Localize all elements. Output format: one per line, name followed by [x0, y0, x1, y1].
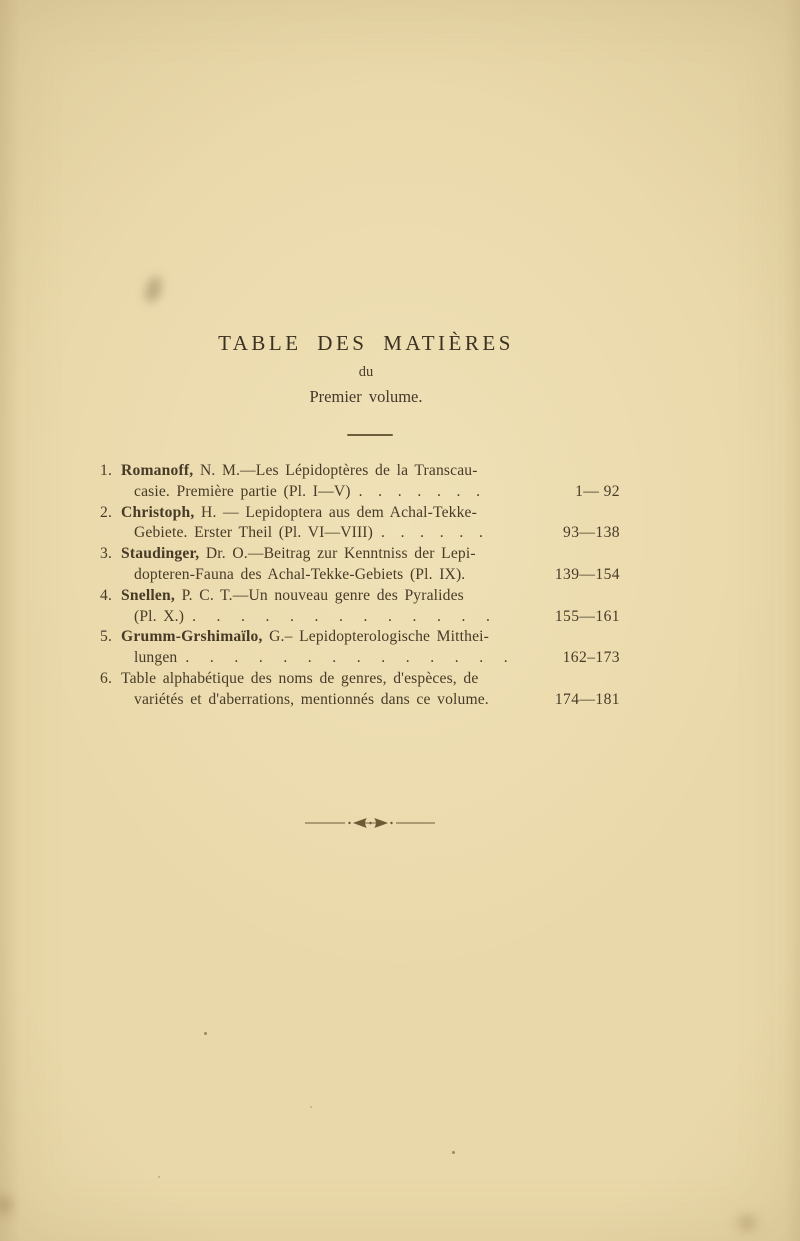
leader-dots: . . . . . . . . . . . . .: [192, 607, 491, 625]
leader-dots: . . . . . . . . . . . . . .: [185, 649, 509, 667]
entry-number: 4.: [100, 586, 112, 604]
entry-pages: 93—138: [563, 524, 620, 542]
entry-title-line1: H. — Lepidoptera aus dem Achal-Tekke-: [194, 503, 477, 521]
entry-line1: [100, 627, 620, 648]
leader-dots: . . . . . .: [380, 524, 484, 542]
entry-title-line2: lungen: [134, 649, 178, 667]
entry-pages: 139—154: [554, 565, 620, 583]
entry-title-line1: G.– Lepidopterologische Mitthei-: [262, 628, 489, 646]
entry-author: Christoph,: [121, 503, 195, 521]
toc-entry: [100, 461, 620, 503]
volume-line: Premier volume.: [309, 387, 423, 406]
toc-entry: [100, 627, 620, 669]
toc-entry: [100, 669, 620, 711]
entry-number: 3.: [100, 545, 112, 563]
toc-entry: [100, 503, 620, 545]
entry-line2: [100, 690, 620, 711]
entry-title-line2: casie. Première partie (Pl. I—V): [134, 482, 351, 500]
entry-author: Romanoff,: [121, 462, 194, 479]
entry-line2: [100, 482, 620, 503]
paper-stain: [738, 1216, 756, 1230]
entry-line1: [100, 669, 620, 690]
toc-entry: [100, 544, 620, 586]
entry-pages: 155—161: [554, 607, 620, 625]
page-subtitle: du: [358, 364, 374, 380]
entry-number: 1.: [100, 462, 112, 479]
entry-number: 5.: [100, 628, 112, 646]
entry-pages: 174—181: [554, 690, 620, 708]
fleuron-divider: [304, 816, 436, 830]
entry-pages: 1— 92: [575, 482, 620, 500]
leader-dots: . . . . . . .: [358, 482, 482, 500]
entry-number: 2.: [100, 503, 112, 521]
entry-title-line1: Dr. O.—Beitrag zur Kenntniss der Lepi-: [199, 545, 476, 563]
entry-title-line1: Table alphabétique des noms de genres, d'espèces, de: [121, 669, 479, 687]
entry-line2: [100, 523, 620, 544]
page-title: TABLE DES MATIÈRES: [218, 331, 514, 355]
entry-line2: [100, 607, 620, 628]
toc-list: [100, 461, 620, 711]
entry-title-line2: dopteren-Fauna des Achal-Tekke-Gebiets (Pl. IX).: [134, 565, 466, 583]
entry-line1: [100, 461, 620, 482]
entry-title-line1: N. M.—Les Lépidoptères de la Transcau-: [193, 462, 478, 479]
paper-speck: [452, 1151, 455, 1154]
paper-speck: [158, 1176, 160, 1178]
entry-author: Staudinger,: [121, 545, 200, 563]
paper-speck: [204, 1032, 207, 1035]
header-rule: [347, 434, 393, 436]
toc-entry: [100, 586, 620, 628]
entry-pages: 162–173: [562, 649, 620, 667]
entry-title-line2: (Pl. X.): [134, 607, 185, 625]
entry-line1: [100, 503, 620, 524]
entry-line2: [100, 565, 620, 586]
entry-line2: [100, 648, 620, 669]
paper-speck: [310, 1106, 312, 1108]
entry-title-line2: variétés et d'aberrations, mentionnés dans ce volume.: [134, 690, 489, 708]
entry-line1: [100, 544, 620, 565]
entry-title-line2: Gebiete. Erster Theil (Pl. VI—VIII): [134, 524, 373, 542]
entry-title-line1: P. C. T.—Un nouveau genre des Pyralides: [175, 586, 464, 604]
entry-author: Grumm-Grshimaïlo,: [121, 628, 263, 646]
entry-author: Snellen,: [121, 586, 176, 604]
entry-line1: [100, 586, 620, 607]
entry-number: 6.: [100, 669, 112, 687]
